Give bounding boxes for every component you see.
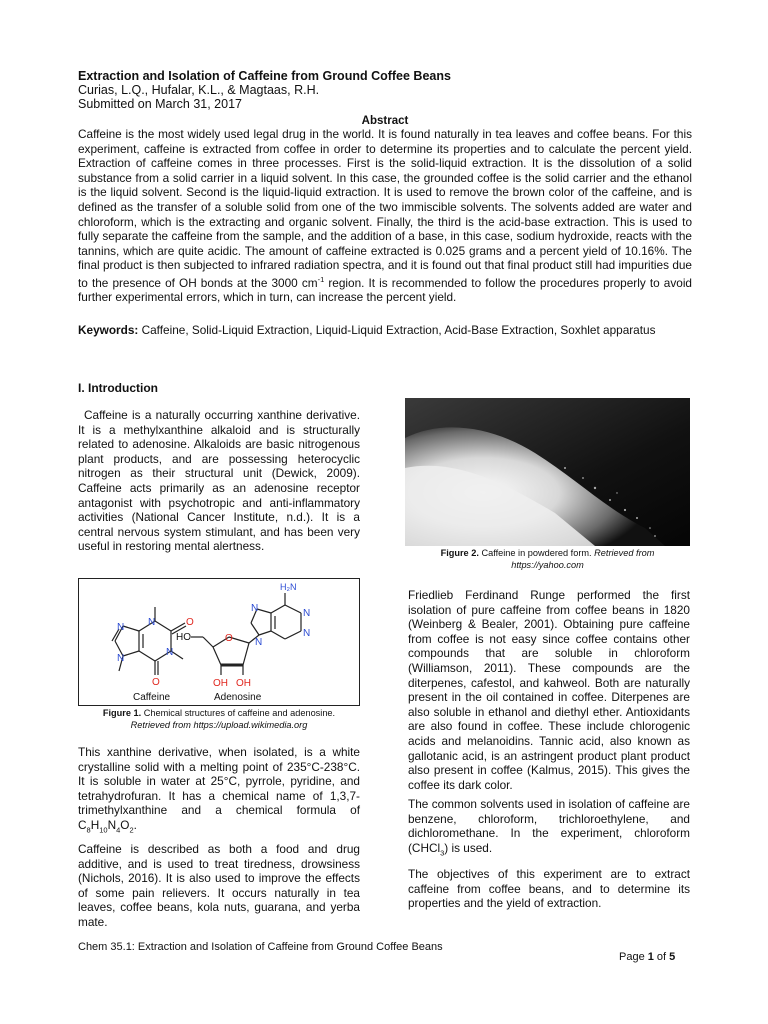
abstract-heading: Abstract bbox=[361, 115, 409, 127]
section-heading-introduction: I. Introduction bbox=[78, 381, 158, 395]
intro-paragraph-5: The common solvents used in isolation of caffeine are benzene, chloroform, trichloroethylene, and dichloromethane. In the experiment, chloroform (CHCl$_3$) is used. bbox=[408, 797, 690, 858]
atom-n: N bbox=[251, 603, 259, 614]
atom-o: O bbox=[152, 677, 160, 688]
abstract-text: Caffeine is the most widely used legal drug in the world. It is found naturally in tea leaves and coffee beans. For this experiment, caffeine is extracted from coffee in order to determine its properties and to calculate the percent yield. Extraction of caffeine comes in three processes. First is the solid-liquid extraction. It is the dissolution of a solid substance from a solid carrier in a liquid solvent. In this case, the grounded coffee is the solid carrier and the ethanol is the liquid solvent. Second is the liquid-liquid extraction. It is used to remove the brown color of the caffeine, and is defined as the transfer of a soluble solid from one of the two immiscible solvents. The solvents added are water and chloroform, which is the extracting and organic solvent. Finally, the third is the acid-base extraction. This is used to fully separate the caffeine from the sample, and the addition of a base, in this case, sodium hydroxide, reacts with the tannins, which are quite acidic. The amount of caffeine extracted is 0.025 grams and a percent yield of 10.16%. The final product is then subjected to infrared radiation spectra, and it is found out that final product still had impurities due to the presence of OH bonds at the 3000 $cm^{-1}$ region. It is recommended to follow the procedures properly to avoid further experimental errors, which in turn, can increase the percent yield. bbox=[78, 127, 692, 305]
page-number: Page 1 of 5 bbox=[619, 951, 676, 963]
atom-n: N bbox=[117, 622, 125, 633]
powdered-caffeine-photo bbox=[405, 398, 690, 546]
figure-2-caption: Figure 2. Caffeine in powdered form. Retrieved from https://yahoo.com bbox=[440, 548, 655, 570]
adenosine-structure bbox=[191, 593, 301, 675]
hydroxyl-group: OH bbox=[213, 678, 228, 689]
keywords: Keywords: Caffeine, Solid-Liquid Extraction, Liquid-Liquid Extraction, Acid-Base Extraction, Soxhlet apparatus bbox=[78, 323, 656, 337]
figure-1-caption: Figure 1. Chemical structures of caffeine and adenosine. Retrieved from https://upload.wikimedia.org bbox=[102, 708, 336, 730]
hydroxyl-group: OH bbox=[236, 678, 251, 689]
authors: Curias, L.Q., Hufalar, K.L., & Magtaas, R.H. bbox=[78, 83, 320, 97]
intro-paragraph-4: Friedlieb Ferdinand Runge performed the first isolation of pure caffeine from coffee beans in 1820 (Weinberg & Bealer, 2001). Obtaining pure caffeine from coffee is not easy since coffee contains other compounds that are soluble in chloroform (Williamson, 2011). These compounds are the diterpenes, cafestol, and kahweol. Both are naturally present in the oil contained in coffee. Diterpenes are also soluble in ethanol and diethyl ether. Antioxidants are also found in coffee. These include chlorogenic acids and melanoidins. Tannic acid, also known as gallotanic acid, is an astringent product plant product also present in coffee (Kalmus, 2015). This gives the coffee its dark color. bbox=[408, 588, 690, 792]
atom-n: N bbox=[148, 617, 156, 628]
atom-n: N bbox=[303, 608, 311, 619]
atom-n: N bbox=[166, 647, 174, 658]
submission-date: Submitted on March 31, 2017 bbox=[78, 97, 242, 111]
atom-n: N bbox=[255, 637, 263, 648]
intro-paragraph-2: This xanthine derivative, when isolated, is a white crystalline solid with a melting point of 235°C-238°C. It is soluble in water at 25°C, pyrrole, pyridine, and tetrahydrofuran. It has a chemical name of 1,3,7-trimethylxanthine and a chemical formula of $C_8H_{10}N_4O_2$. bbox=[78, 745, 360, 835]
adenosine-label: Adenosine bbox=[214, 692, 262, 703]
footer-course: Chem 35.1: Extraction and Isolation of Caffeine from Ground Coffee Beans bbox=[78, 941, 443, 953]
chemical-structures-diagram bbox=[79, 579, 359, 705]
atom-o: O bbox=[186, 617, 194, 628]
intro-paragraph-1: Caffeine is a naturally occurring xanthine derivative. It is a methylxanthine alkaloid and is structurally related to adenosine. Alkaloids are basic nitrogenous plant products, and are possessing heterocyclic nitrogen as their structural unit (Dewick, 2009). Caffeine acts primarily as an adenosine receptor antagonist with psychotropic and anti-inflammatory activities (National Cancer Institute, n.d.). It is a central nervous system stimulant, and has been very useful in restoring mental alertness. bbox=[78, 408, 360, 554]
keywords-label: Keywords: bbox=[78, 323, 139, 337]
caffeine-label: Caffeine bbox=[133, 692, 171, 703]
amine-group: H₂N bbox=[280, 582, 297, 592]
paper-title: Extraction and Isolation of Caffeine from Ground Coffee Beans bbox=[78, 69, 451, 83]
intro-paragraph-6: The objectives of this experiment are to extract caffeine from coffee beans, and to determine its properties and the yield of extraction. bbox=[408, 867, 690, 911]
intro-paragraph-3: Caffeine is described as both a food and drug additive, and is used to treat tiredness, drowsiness (Nichols, 2016). It is also used to improve the effects of some pain relievers. It occurs naturally in tea leaves, coffee beans, kola nuts, guarana, and yerba mate. bbox=[78, 842, 360, 929]
atom-n: N bbox=[303, 628, 311, 639]
figure-1-box bbox=[78, 578, 360, 706]
atom-n: N bbox=[117, 653, 125, 664]
atom-o: O bbox=[225, 633, 233, 644]
hydroxyl-group: HO bbox=[176, 632, 191, 643]
